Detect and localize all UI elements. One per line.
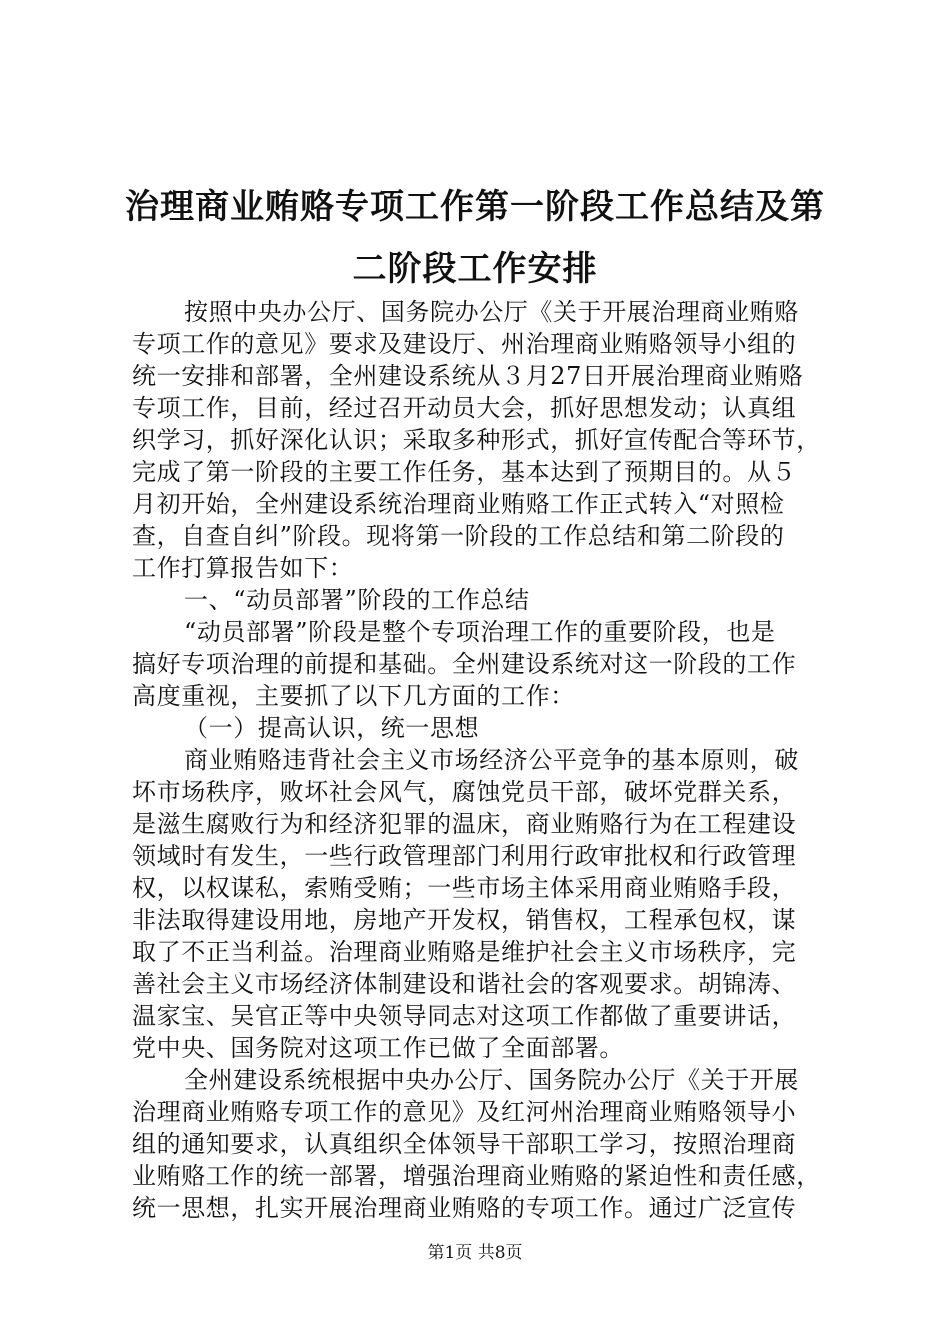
body-line: 查，自查自纠”阶段。现将第一阶段的工作总结和第二阶段的 [132,522,785,550]
body-line: 搞好专项治理的前提和基础。全州建设系统对这一阶段的工作 [132,650,797,678]
body-line: 业贿赂工作的统一部署，增强治理商业贿赂的紧迫性和责任感， [132,1162,821,1190]
page-footer: 第1页 共8页 [427,1243,523,1263]
body-line: 专项工作，目前，经过召开动员大会，抓好思想发动；认真组 [132,394,797,422]
body-line: 工作打算报告如下： [132,554,354,582]
body-line: 非法取得建设用地，房地产开发权，销售权，工程承包权，谋 [132,906,797,934]
body-line: 全州建设系统根据中央办公厅、国务院办公厅《关于开展 [184,1066,799,1094]
section-heading: 一、“动员部署”阶段的工作总结 [184,586,530,614]
body-line: “动员部署”阶段是整个专项治理工作的重要阶段，也是 [184,618,776,646]
body-line: 统一思想，扎实开展治理商业贿赂的专项工作。通过广泛宣传 [132,1194,797,1222]
body-line: 按照中央办公厅、国务院办公厅《关于开展治理商业贿赂 [184,298,799,326]
body-line: 权，以权谋私，索贿受贿；一些市场主体采用商业贿赂手段， [132,874,797,902]
body-line: 完成了第一阶段的主要工作任务，基本达到了预期目的。从５ [132,458,797,486]
body-line: 月初开始，全州建设系统治理商业贿赂工作正式转入“对照检 [132,490,785,518]
document-body [132,296,834,1224]
body-line: 商业贿赂违背社会主义市场经济公平竞争的基本原则，破 [184,746,799,774]
body-line: 专项工作的意见》要求及建设厅、州治理商业贿赂领导小组的 [132,330,797,358]
body-line: 坏市场秩序，败坏社会风气，腐蚀党员干部，破坏党群关系， [132,778,797,806]
body-line: 织学习，抓好深化认识；采取多种形式，抓好宣传配合等环节， [132,426,821,454]
body-line: 是滋生腐败行为和经济犯罪的温床，商业贿赂行为在工程建设 [132,810,797,838]
document-title-line-1: 治理商业贿赂专项工作第一阶段工作总结及第 [125,187,825,227]
body-line: 取了不正当利益。治理商业贿赂是维护社会主义市场秩序，完 [132,938,797,966]
subsection-heading: （一）提高认识，统一思想 [184,714,480,742]
body-line: 组的通知要求，认真组织全体领导干部职工学习，按照治理商 [132,1130,797,1158]
body-line: 党中央、国务院对这项工作已做了全面部署。 [132,1034,624,1062]
body-line: 治理商业贿赂专项工作的意见》及红河州治理商业贿赂领导小 [132,1098,797,1126]
body-line: 温家宝、吴官正等中央领导同志对这项工作都做了重要讲话， [132,1002,797,1030]
body-line: 领域时有发生，一些行政管理部门利用行政审批权和行政管理 [132,842,797,870]
document-title-line-2: 二阶段工作安排 [352,249,598,289]
body-line: 统一安排和部署，全州建设系统从３月27日开展治理商业贿赂 [132,362,804,390]
body-line: 善社会主义市场经济体制建设和谐社会的客观要求。胡锦涛、 [132,970,797,998]
body-line: 高度重视，主要抓了以下几方面的工作： [132,682,575,710]
